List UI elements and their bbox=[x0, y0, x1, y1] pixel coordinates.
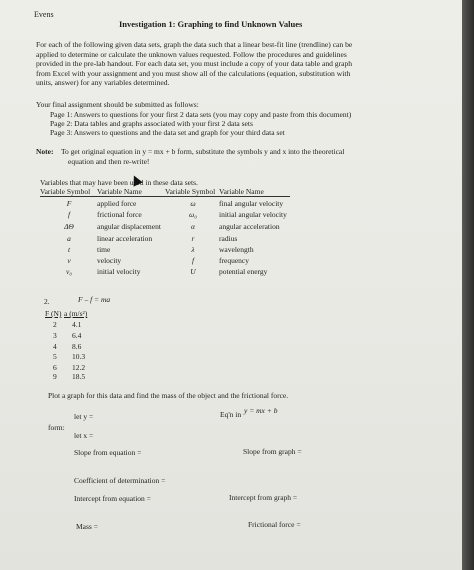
eqn-label: Eq'n in bbox=[220, 410, 242, 419]
var-symbol: F bbox=[66, 199, 72, 208]
var-name: angular acceleration bbox=[219, 222, 280, 231]
data-force: 4 bbox=[53, 342, 57, 351]
data-force: 5 bbox=[53, 352, 57, 361]
data-force: 6 bbox=[53, 363, 57, 372]
variables-intro: Variables that may have been used in these data sets. bbox=[40, 178, 198, 187]
var-name: frictional force bbox=[97, 210, 142, 219]
form-label: form: bbox=[48, 423, 65, 432]
var-name: applied force bbox=[97, 199, 137, 208]
var-header-symbol-2: Variable Symbol bbox=[165, 187, 216, 196]
mass-label: Mass = bbox=[76, 522, 98, 531]
var-symbol: λ bbox=[191, 245, 195, 254]
var-name: angular displacement bbox=[97, 222, 161, 231]
var-symbol: t bbox=[67, 245, 71, 254]
let-y-label: let y = bbox=[74, 412, 94, 421]
submission-heading: Your final assignment should be submitted as follows: bbox=[36, 100, 199, 109]
data-accel: 6.4 bbox=[72, 331, 82, 340]
data-force: 2 bbox=[53, 320, 57, 329]
var-symbol: U bbox=[190, 267, 196, 276]
var-header-rule bbox=[40, 196, 290, 197]
intro-line: from Excel with your assignment and you must show all of the calculations (equation, substitution with bbox=[36, 68, 351, 78]
problem-instruction: Plot a graph for this data and find the mass of the object and the frictional force. bbox=[48, 391, 289, 400]
intro-line: provided in the pre-lab handout. For each data set, you must include a copy of your data table and graph bbox=[36, 59, 353, 69]
data-accel: 4.1 bbox=[72, 320, 82, 329]
data-header-accel: a (m/s²) bbox=[64, 309, 88, 318]
author-name: Evens bbox=[34, 10, 54, 19]
slope-equation-label: Slope from equation = bbox=[74, 448, 142, 457]
document-title: Investigation 1: Graphing to find Unknown Values bbox=[119, 19, 303, 29]
var-name: potential energy bbox=[219, 267, 268, 276]
var-name: initial angular velocity bbox=[219, 210, 287, 219]
intro-line: applied to determine or calculate the unknown values requested. Follow the procedures and guidelines bbox=[36, 49, 347, 59]
data-force: 9 bbox=[53, 372, 57, 381]
data-force: 3 bbox=[53, 331, 57, 340]
data-accel: 8.6 bbox=[72, 342, 82, 351]
var-symbol: f bbox=[67, 210, 71, 219]
note-line-1: To get original equation in y = mx + b form, substitute the symbols y and x into the theoretical bbox=[61, 147, 345, 156]
data-header-force: F (N) bbox=[45, 309, 62, 318]
coefficient-label: Coefficient of determination = bbox=[74, 476, 166, 485]
var-symbol: ω₀ bbox=[189, 210, 197, 219]
submission-page-1: Page 1: Answers to questions for your first 2 data sets (you may copy and paste from this document) bbox=[50, 110, 352, 119]
data-accel: 10.3 bbox=[72, 352, 86, 361]
var-symbol: ω bbox=[190, 199, 196, 208]
var-header-name-2: Variable Name bbox=[219, 187, 264, 196]
var-header-symbol-1: Variable Symbol bbox=[40, 187, 91, 196]
intro-paragraph bbox=[36, 40, 376, 88]
data-accel: 12.2 bbox=[72, 363, 86, 372]
var-symbol: α bbox=[191, 222, 195, 231]
var-symbol: ΔΘ bbox=[64, 222, 74, 231]
var-header-name-1: Variable Name bbox=[97, 187, 142, 196]
var-name: time bbox=[97, 245, 111, 254]
data-accel: 18.5 bbox=[72, 372, 86, 381]
var-name: frequency bbox=[219, 256, 249, 265]
intro-line: units, answer) for any variables determined. bbox=[36, 78, 170, 88]
var-name: linear acceleration bbox=[97, 234, 153, 243]
submission-page-3: Page 3: Answers to questions and the data set and graph for your third data set bbox=[50, 128, 285, 137]
var-name: radius bbox=[219, 234, 238, 243]
submission-page-2: Page 2: Data tables and graphs associated with your first 2 data sets bbox=[50, 119, 253, 128]
var-name: initial velocity bbox=[97, 267, 141, 276]
friction-label: Frictional force = bbox=[248, 520, 301, 529]
var-symbol: v bbox=[67, 256, 71, 265]
var-symbol: r bbox=[191, 234, 195, 243]
var-symbol: v₀ bbox=[66, 267, 72, 276]
problem-equation: F – f = ma bbox=[78, 295, 111, 304]
var-symbol: a bbox=[67, 234, 71, 243]
note-label: Note: bbox=[36, 147, 54, 156]
problem-number: 2. bbox=[44, 297, 50, 306]
intercept-equation-label: Intercept from equation = bbox=[74, 494, 151, 503]
var-symbol: f bbox=[191, 256, 195, 265]
eqn-form: y = mx + b bbox=[244, 406, 278, 415]
var-name: velocity bbox=[97, 256, 122, 265]
let-x-label: let x = bbox=[74, 431, 94, 440]
intercept-graph-label: Intercept from graph = bbox=[229, 493, 298, 502]
var-name: wavelength bbox=[219, 245, 254, 254]
note-line-2: equation and then re-write! bbox=[68, 157, 150, 166]
photo-edge-shadow bbox=[462, 0, 474, 570]
slope-graph-label: Slope from graph = bbox=[243, 447, 302, 456]
intro-line: For each of the following given data sets, graph the data such that a linear best-fit line (trendline) can be bbox=[36, 40, 353, 49]
var-name: final angular velocity bbox=[219, 199, 284, 208]
